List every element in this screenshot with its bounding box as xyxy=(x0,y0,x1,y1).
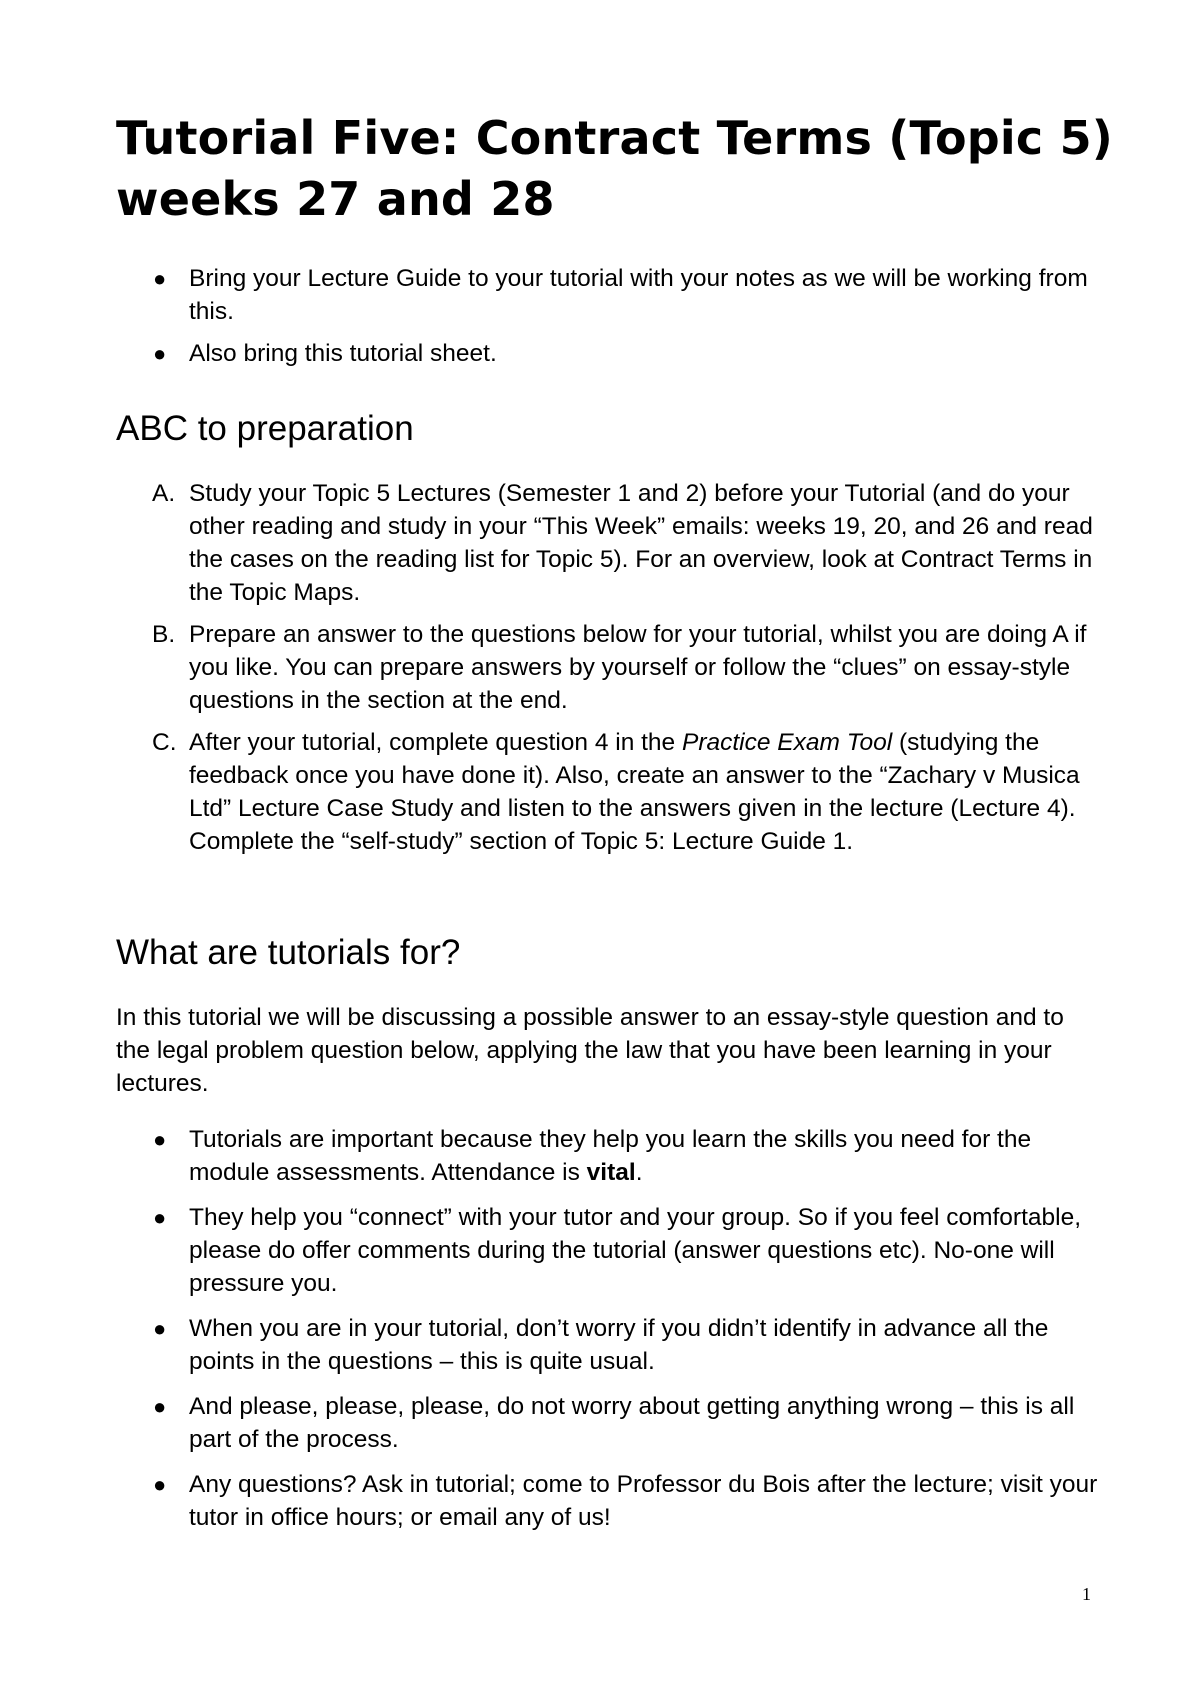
list-item xyxy=(116,1468,1106,1534)
list-item-text: And please, please, please, do not worry about getting anything wrong – this is all part of the process. xyxy=(189,1393,1075,1453)
bullet-icon: ● xyxy=(153,1394,167,1419)
text-run: After your tutorial, complete question 4 in the xyxy=(189,729,682,756)
list-item-text: Any questions? Ask in tutorial; come to Professor du Bois after the lecture; visit your tutor in office hours; or email any of us! xyxy=(189,1471,1098,1531)
text-run: (studying the feedback once you have done it). Also, create an answer to the “Zachary v Musica Ltd” Lecture Case Study and listen to the answers given in the lecture (Lecture 4). Complete the “self-study” section of Topic 5: Lecture Guide 1. xyxy=(189,729,1080,855)
section-heading-abc: ABC to preparation xyxy=(116,409,414,448)
bullet-icon: ● xyxy=(153,1205,167,1230)
bullet-icon: ● xyxy=(153,266,167,291)
bullet-icon: ● xyxy=(153,1127,167,1152)
tutorials-paragraph: In this tutorial we will be discussing a possible answer to an essay-style question and to the legal problem question below, applying the law that you have been learning in your lectures. xyxy=(116,1004,1064,1097)
list-item xyxy=(116,618,1106,717)
page-number: 1 xyxy=(1082,1584,1091,1604)
list-item xyxy=(116,726,1106,858)
bullet-icon: ● xyxy=(153,1316,167,1341)
section-heading-tutorials: What are tutorials for? xyxy=(116,933,461,972)
list-marker: A. xyxy=(152,480,176,507)
text-run: Tutorials are important because they help you learn the skills you need for the module assessments. Attendance is xyxy=(189,1126,1032,1186)
practice-exam-tool-italic: Practice Exam Tool xyxy=(682,729,893,756)
list-item xyxy=(116,1390,1106,1456)
list-item-text: Study your Topic 5 Lectures (Semester 1 and 2) before your Tutorial (and do your other reading and study in your “This Week” emails: weeks 19, 20, and 26 and read the cases on the reading list for Topic 5). For an overview, look at Contract Terms in the Topic Maps. xyxy=(189,480,1093,606)
list-item xyxy=(116,337,1106,370)
bullet-icon: ● xyxy=(153,341,167,366)
vital-bold: vital xyxy=(586,1159,636,1186)
list-item-text: When you are in your tutorial, don’t worry if you didn’t identify in advance all the points in the questions – this is quite usual. xyxy=(189,1315,1049,1375)
intro-bullet-list xyxy=(116,262,1106,370)
list-item xyxy=(116,1123,1106,1189)
list-item xyxy=(116,477,1106,609)
list-item xyxy=(116,1201,1106,1300)
list-item-text: Bring your Lecture Guide to your tutorial with your notes as we will be working from this. xyxy=(189,265,1088,325)
bullet-icon: ● xyxy=(153,1472,167,1497)
list-marker: C. xyxy=(152,729,177,756)
text-run: . xyxy=(635,1159,643,1186)
list-item-text xyxy=(189,729,1080,855)
list-item-text: They help you “connect” with your tutor and your group. So if you feel comfortable, please do offer comments during the tutorial (answer questions etc). No-one will pressure you. xyxy=(189,1204,1082,1297)
page-title: Tutorial Five: Contract Terms (Topic 5) weeks 27 and 28 xyxy=(116,111,1114,226)
list-item-text: Also bring this tutorial sheet. xyxy=(189,340,497,367)
abc-list xyxy=(116,477,1106,858)
list-item xyxy=(116,262,1106,328)
list-marker: B. xyxy=(152,621,176,648)
list-item xyxy=(116,1312,1106,1378)
tutorials-bullet-list xyxy=(116,1123,1106,1534)
list-item-text xyxy=(189,1126,1031,1186)
list-item-text: Prepare an answer to the questions below for your tutorial, whilst you are doing A if you like. You can prepare answers by yourself or follow the “clues” on essay-style questions in the section at the end. xyxy=(189,621,1087,714)
